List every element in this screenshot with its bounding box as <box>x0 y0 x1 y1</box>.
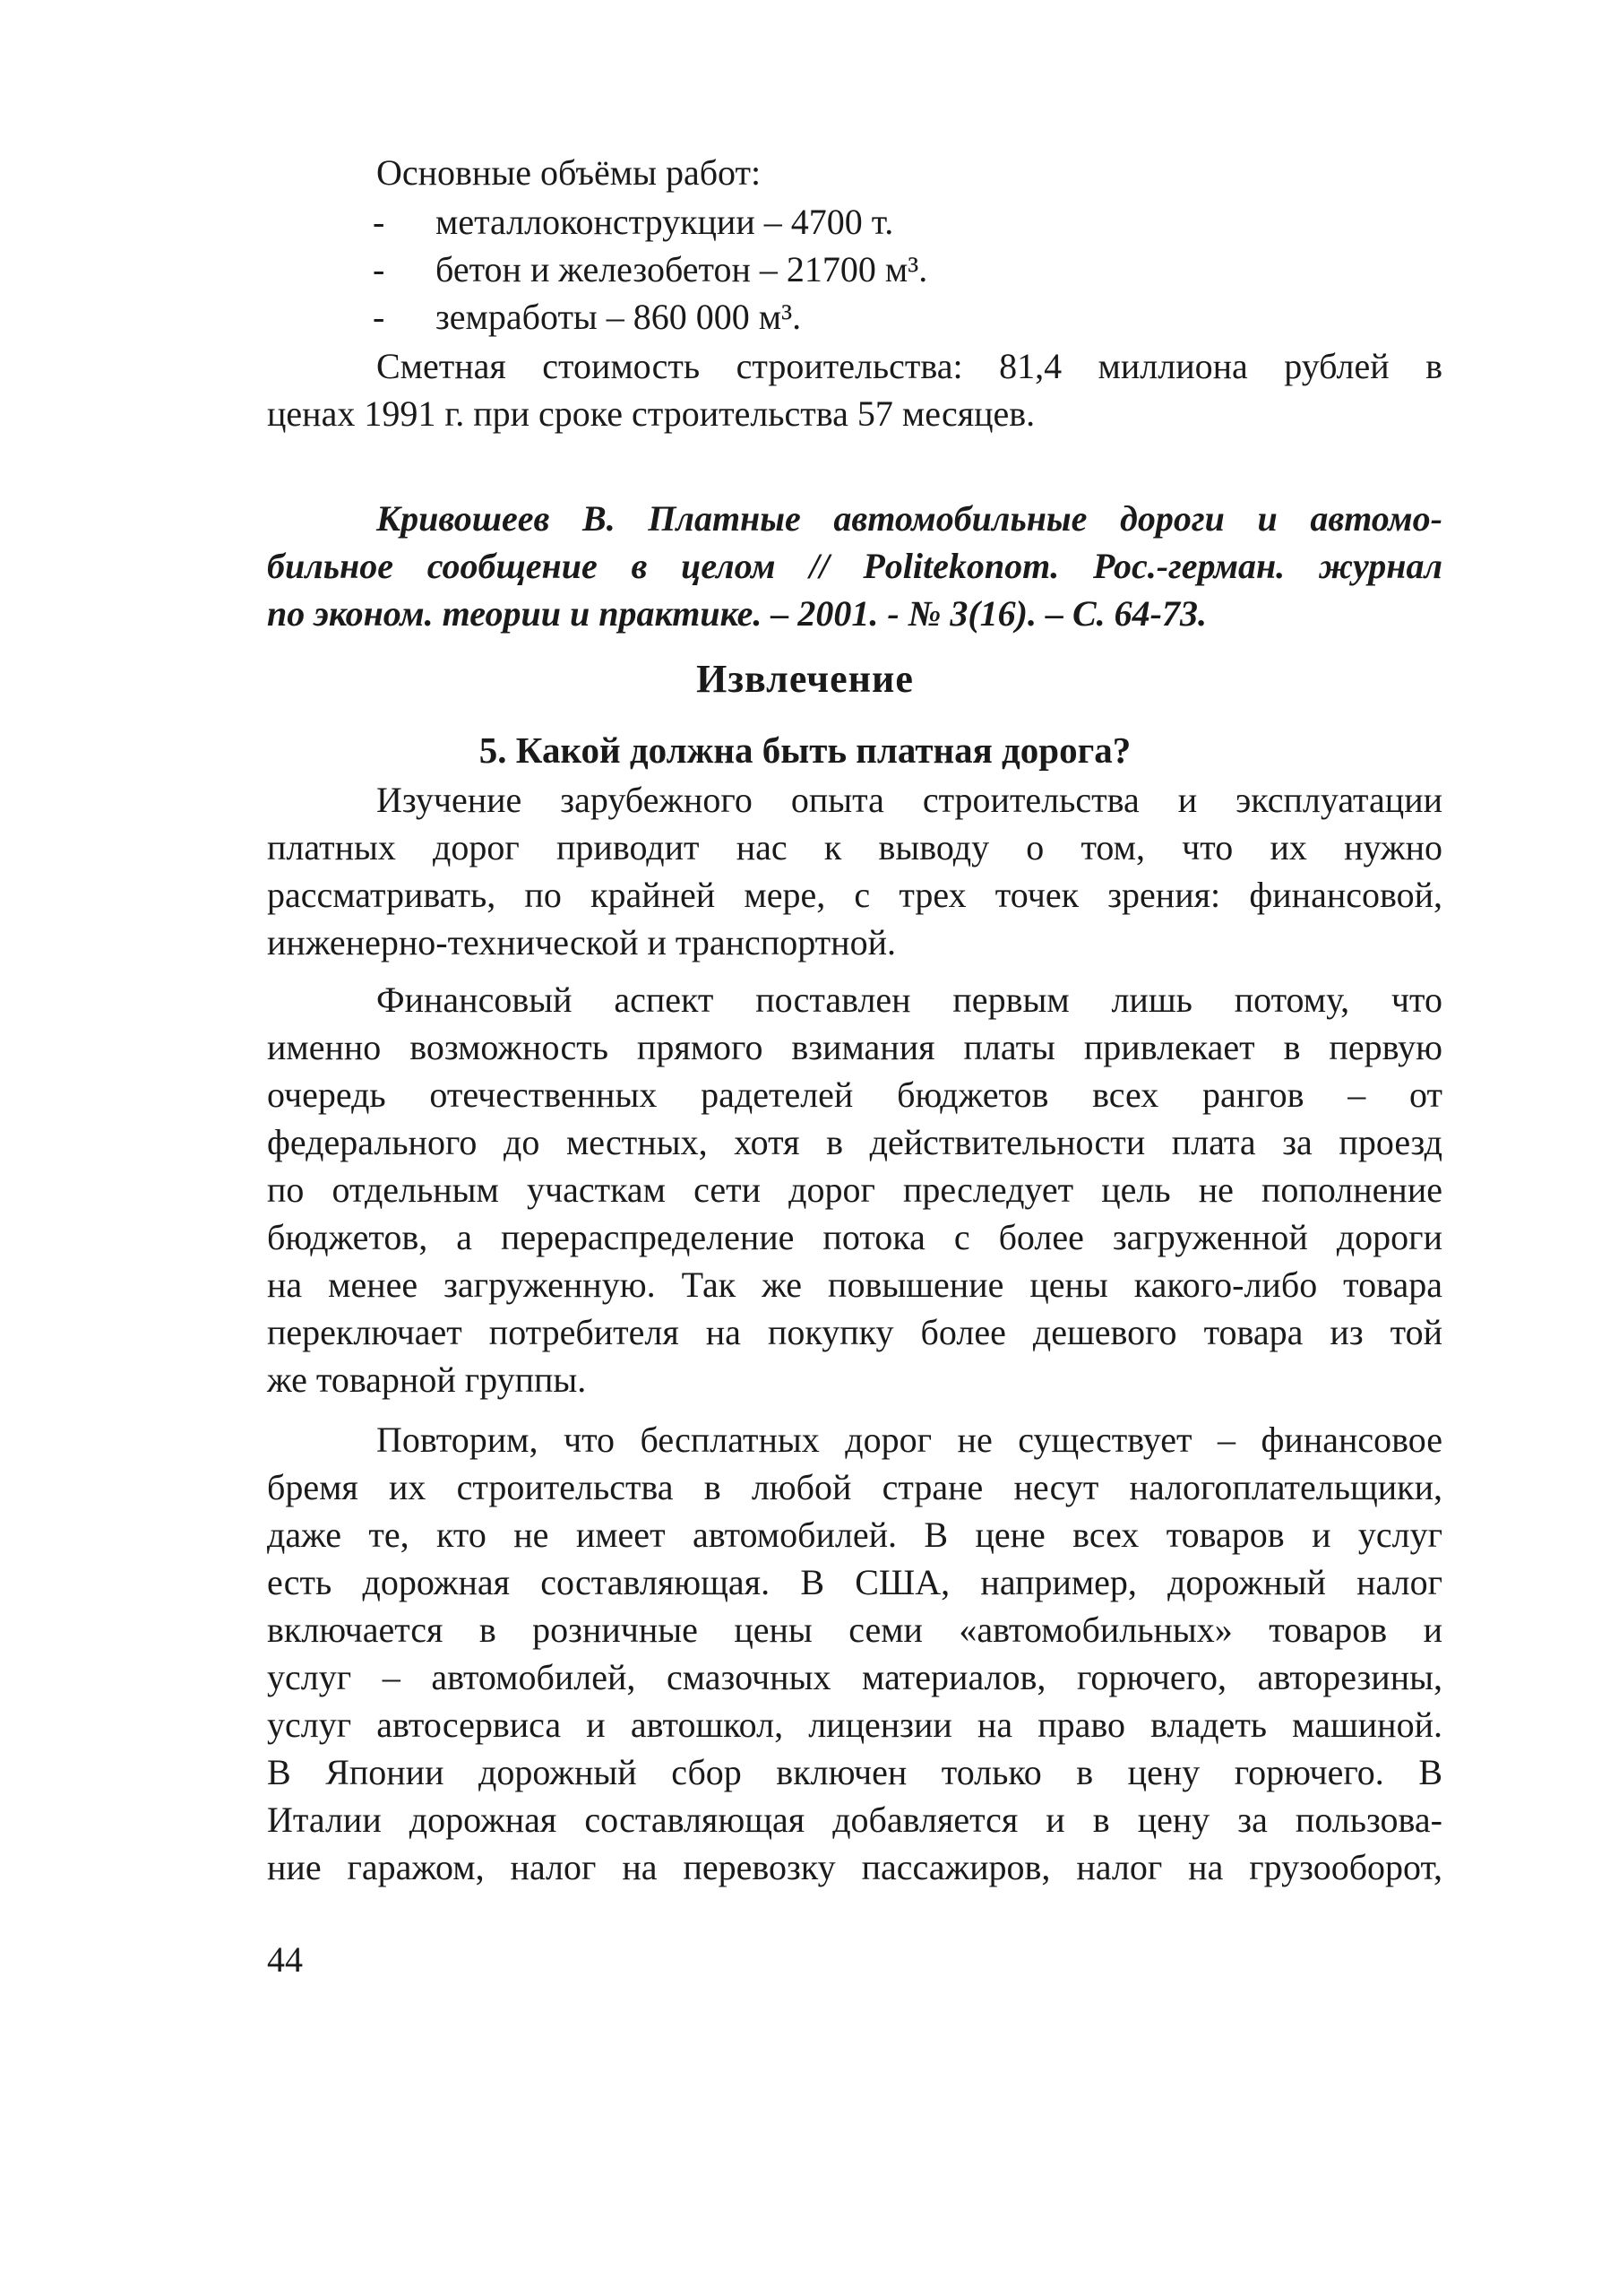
subsection-title: 5. Какой должна быть платная дорога? <box>478 729 1132 771</box>
list-item-text: земработы – 860 000 м³. <box>435 297 802 337</box>
list-dash: - <box>373 297 385 337</box>
reference-line: по эконом. теории и практике. – 2001. - № 3(16). – С. 64-73. <box>267 593 1207 634</box>
paragraph-line: Изучение зарубежного опыта строительства и эксплуатации <box>376 780 1442 820</box>
paragraph-line: Повторим, что бесплатных дорог не существует – финансовое <box>376 1420 1442 1460</box>
work-volumes-heading <box>267 149 1442 196</box>
list-dash: - <box>373 249 385 289</box>
paragraph-line: ние гаражом, налог на перевозку пассажиров, налог на грузооборот, <box>267 1847 1442 1887</box>
cost-line: ценах 1991 г. при сроке строительства 57 месяцев. <box>267 393 1036 434</box>
estimated-cost <box>267 342 1442 437</box>
page-number: 44 <box>267 1939 303 1980</box>
paragraph-line: услуг – автомобилей, смазочных материалов, горючего, авторезины, <box>267 1657 1442 1697</box>
paragraph-line: федерального до местных, хотя в действительности плата за проезд <box>267 1122 1442 1162</box>
paragraph-line: платных дорог приводит нас к выводу о том, что их нужно <box>267 827 1442 867</box>
section-title: Извлечение <box>696 657 914 701</box>
bibliographic-reference <box>267 495 1442 637</box>
paragraph-line: на менее загруженную. Так же повышение цены какого-либо товара <box>267 1265 1442 1305</box>
paragraph-line: В Японии дорожный сбор включен только в цену горючего. В <box>267 1752 1442 1792</box>
work-volumes-heading-text: Основные объёмы работ: <box>376 152 762 193</box>
paragraph <box>267 776 1442 966</box>
paragraph-line: инженерно-технической и транспортной. <box>267 922 896 962</box>
paragraph-line: бремя их строительства в любой стране несут налогоплательщики, <box>267 1467 1442 1507</box>
paragraph-line: же товарной группы. <box>267 1359 587 1400</box>
paragraph-line: Финансовый аспект поставлен первым лишь потому, что <box>376 980 1442 1020</box>
list-item-text: металлоконструкции – 4700 т. <box>435 202 894 242</box>
paragraph-line: по отдельным участкам сети дорог преследует цель не пополнение <box>267 1170 1442 1210</box>
paragraph-line: очередь отечественных радетелей бюджетов всех рангов – от <box>267 1075 1442 1115</box>
paragraph-line: включается в розничные цены семи «автомобильных» товаров и <box>267 1610 1442 1650</box>
reference-line: Кривошеев В. Платные автомобильные дороги и автомо- <box>376 498 1442 539</box>
paragraph-line: переключает потребителя на покупку более дешевого товара из той <box>267 1312 1442 1352</box>
paragraph-line: услуг автосервиса и автошкол, лицензии на право владеть машиной. <box>267 1705 1442 1745</box>
paragraph-line: рассматривать, по крайней мере, с трех точек зрения: финансовой, <box>267 875 1442 915</box>
list-dash: - <box>373 202 385 242</box>
paragraph <box>267 976 1442 1403</box>
paragraph-line: Италии дорожная составляющая добавляется и в цену за пользова- <box>267 1800 1442 1840</box>
cost-line: Сметная стоимость строительства: 81,4 миллиона рублей в <box>376 346 1442 386</box>
paragraph-line: есть дорожная составляющая. В США, например, дорожный налог <box>267 1562 1442 1602</box>
paragraph <box>267 1416 1442 1891</box>
paragraph-line: именно возможность прямого взимания платы привлекает в первую <box>267 1027 1442 1067</box>
list-item-text: бетон и железобетон – 21700 м³. <box>435 249 928 289</box>
paragraph-line: бюджетов, а перераспределение потока с более загруженной дороги <box>267 1217 1442 1257</box>
paragraph-line: даже те, кто не имеет автомобилей. В цене всех товаров и услуг <box>267 1515 1442 1555</box>
reference-line: бильное сообщение в целом // Politekonom. Рос.-герман. журнал <box>267 546 1442 586</box>
